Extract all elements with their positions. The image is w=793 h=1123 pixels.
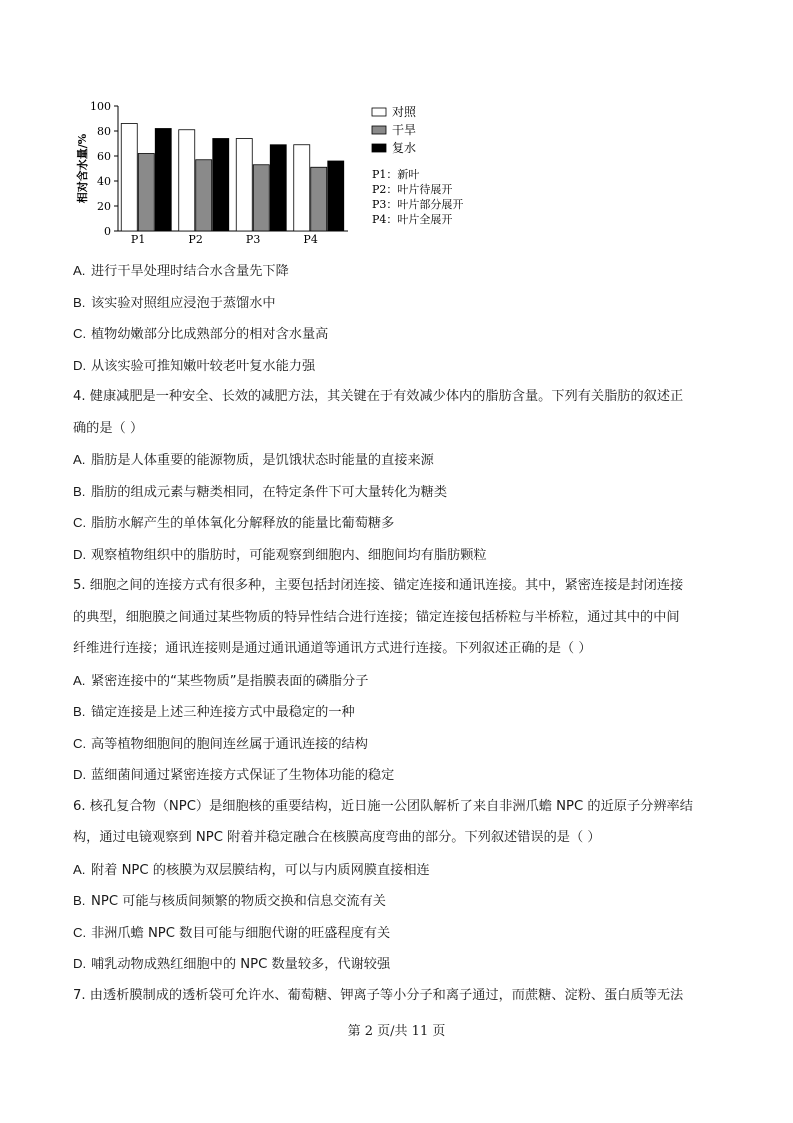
option-letter: D.	[73, 357, 87, 373]
question-line	[73, 577, 733, 595]
line-text: 脂肪的组成元素与糖类相同，在特定条件下可大量转化为糖类	[91, 484, 448, 500]
line-text: 的典型，细胞膜之间通过某些物质的特异性结合进行连接；锚定连接包括桥粒与半桥粒，通过其中的中间	[73, 609, 680, 625]
line-text: 紧密连接中的“某些物质”是指膜表面的磷脂分子	[91, 673, 369, 689]
option-line	[73, 735, 733, 754]
y-tick-label: 100	[90, 100, 111, 113]
chart-note: P4：叶片全展开	[372, 213, 453, 226]
bar-p2-1	[196, 160, 212, 231]
line-text: 植物幼嫩部分比成熟部分的相对含水量高	[91, 327, 329, 342]
option-line	[73, 703, 733, 722]
line-text: 4. 健康减肥是一种安全、长效的减肥方法，其关键在于有效减少体内的脂肪含量。下列有关脂肪的叙述正	[73, 389, 684, 404]
legend-label: 对照	[392, 105, 417, 119]
bar-p3-1	[253, 165, 269, 231]
line-text: 5. 细胞之间的连接方式有很多种，主要包括封闭连接、锚定连接和通讯连接。其中，紧密连接是封闭连接	[73, 578, 684, 593]
line-text: 观察植物组织中的脂肪时，可能观察到细胞内、细胞间均有脂肪颗粒	[91, 547, 487, 563]
line-text: 6. 核孔复合物（NPC）是细胞核的重要结构，近日施一公团队解析了来自非洲爪蟾 NPC 的近原子分辨率结	[73, 798, 693, 814]
question-line	[73, 987, 733, 1005]
option-letter: A.	[73, 263, 86, 278]
question-line	[73, 640, 733, 658]
option-line	[73, 514, 733, 533]
option-line	[73, 766, 733, 785]
line-text: 构，通过电镜观察到 NPC 附着并稳定融合在核膜高度弯曲的部分。下列叙述错误的是（ ）	[73, 830, 601, 845]
legend-label: 复水	[392, 141, 417, 155]
line-text: 高等植物细胞间的胞间连丝属于通讯连接的结构	[91, 736, 368, 752]
line-text: 非洲爪蟾 NPC 数目可能与细胞代谢的旺盛程度有关	[91, 925, 391, 941]
x-tick-label: P1	[130, 233, 146, 246]
question-line	[73, 388, 733, 406]
page-footer: 第 2 页/共 11 页	[347, 1024, 446, 1039]
option-letter: A.	[73, 672, 86, 688]
option-letter: A.	[73, 452, 86, 467]
question-line	[73, 798, 733, 816]
option-letter: B.	[73, 294, 86, 310]
chart-note: P1：新叶	[372, 168, 420, 181]
line-text: 蓝细菌间通过紧密连接方式保证了生物体功能的稳定	[91, 768, 395, 783]
chart-notes	[372, 167, 463, 226]
line-text: 附着 NPC 的核膜为双层膜结构，可以与内质网膜直接相连	[91, 862, 430, 878]
option-line	[73, 672, 733, 691]
bar-p1-1	[138, 154, 154, 232]
y-tick-label: 20	[97, 200, 111, 213]
y-tick-label: 60	[97, 150, 111, 163]
question-line	[73, 829, 733, 847]
option-line	[73, 357, 733, 376]
chart-note: P3：叶片部分展开	[372, 198, 464, 211]
line-text: 7. 由透析膜制成的透析袋可允许水、葡萄糖、钾离子等小分子和离子通过，而蔗糖、淀粉、蛋白质等无法	[73, 987, 684, 1003]
legend-swatch	[372, 144, 386, 152]
x-tick-label: P4	[303, 233, 318, 246]
option-line	[73, 294, 733, 313]
line-text: 哺乳动物成熟红细胞中的 NPC 数量较多，代谢较强	[91, 957, 391, 972]
bar-p4-2	[328, 161, 344, 231]
legend-label: 干旱	[392, 123, 417, 137]
chart-bars	[121, 124, 344, 232]
line-text: 锚定连接是上述三种连接方式中最稳定的一种	[91, 705, 355, 720]
option-line	[73, 325, 733, 344]
chart-note: P2：叶片待展开	[372, 183, 453, 196]
line-text: 确的是（ ）	[73, 420, 144, 436]
option-line	[73, 924, 733, 943]
option-line	[73, 955, 733, 974]
bar-p3-0	[236, 139, 252, 232]
y-axis-label: 相对含水量/%	[76, 133, 89, 204]
line-text: 进行干旱处理时结合水含量先下降	[91, 264, 289, 279]
option-line	[73, 451, 733, 470]
line-text: NPC 可能与核质间频繁的物质交换和信息交流有关	[91, 894, 386, 909]
y-tick-label: 80	[97, 125, 111, 138]
bar-p3-2	[270, 145, 286, 231]
option-line	[73, 546, 733, 565]
bar-p4-0	[294, 145, 310, 231]
option-letter: C.	[73, 326, 87, 341]
x-tick-label: P2	[188, 233, 203, 246]
legend-swatch	[372, 126, 386, 134]
x-tick-label: P3	[245, 233, 261, 246]
bar-p4-1	[311, 167, 327, 231]
y-tick-label: 40	[97, 175, 111, 188]
line-text: 该实验对照组应浸泡于蒸馏水中	[91, 295, 276, 311]
chart-legend	[372, 104, 417, 155]
option-line	[73, 892, 733, 911]
option-letter: C.	[73, 515, 87, 530]
option-letter: D.	[73, 767, 87, 782]
y-tick-label: 0	[104, 225, 111, 238]
option-letter: C.	[73, 735, 87, 751]
line-text: 脂肪水解产生的单体氧化分解释放的能量比葡萄糖多	[91, 516, 395, 531]
question-line	[73, 420, 733, 438]
bar-p1-2	[155, 129, 171, 232]
option-line	[73, 483, 733, 502]
question-line	[73, 609, 733, 627]
option-letter: C.	[73, 924, 87, 940]
option-letter: B.	[73, 483, 86, 499]
water-content-bar-chart	[70, 96, 490, 248]
option-line	[73, 262, 733, 281]
option-letter: A.	[73, 861, 86, 877]
option-letter: B.	[73, 893, 86, 908]
option-letter: B.	[73, 704, 86, 719]
bar-p2-2	[213, 139, 229, 232]
line-text: 从该实验可推知嫩叶较老叶复水能力强	[91, 358, 316, 374]
line-text: 纤维进行连接；通讯连接则是通过通讯通道等通讯方式进行连接。下列叙述正确的是（ ）	[73, 641, 592, 656]
bar-p1-0	[121, 124, 137, 232]
option-line	[73, 861, 733, 880]
line-text: 脂肪是人体重要的能源物质，是饥饿状态时能量的直接来源	[91, 453, 434, 468]
option-letter: D.	[73, 956, 87, 971]
option-letter: D.	[73, 546, 87, 562]
legend-swatch	[372, 108, 386, 116]
bar-p2-0	[179, 130, 195, 231]
